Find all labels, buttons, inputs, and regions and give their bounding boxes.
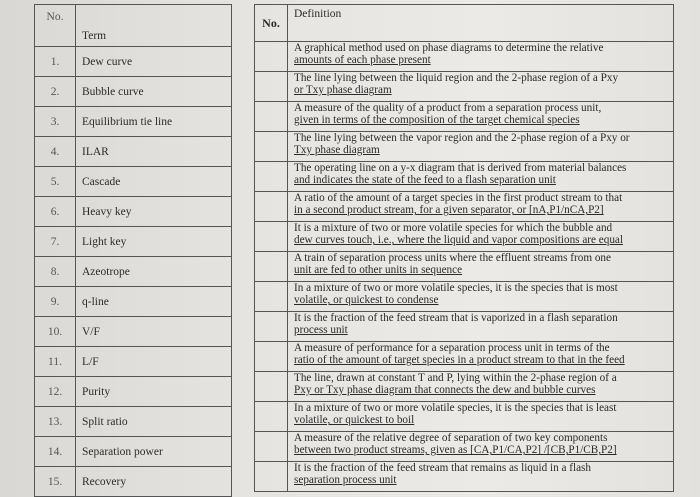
definition-answer-cell[interactable] xyxy=(255,162,288,192)
definitions-header-no: No. xyxy=(255,5,288,42)
definition-line-1: A measure of performance for a separation process unit in terms of the xyxy=(294,342,610,354)
term-number: 8. xyxy=(35,257,76,287)
definition-answer-cell[interactable] xyxy=(255,72,288,102)
definition-row xyxy=(255,342,674,372)
definition-row xyxy=(255,402,674,432)
terms-header-row xyxy=(35,5,232,47)
terms-body xyxy=(35,47,232,497)
definitions-header-definition: Definition xyxy=(288,5,674,42)
term-label: Dew curve xyxy=(76,47,232,77)
definition-line-2: ratio of the amount of target species in a product stream to that in the feed xyxy=(294,354,625,367)
definition-line-2: unit are fed to other units in sequence xyxy=(294,264,463,277)
definition-text xyxy=(288,72,674,102)
definition-text xyxy=(288,162,674,192)
definition-line-1: It is a mixture of two or more volatile species for which the bubble and xyxy=(294,222,613,234)
definition-row xyxy=(255,192,674,222)
definitions-table xyxy=(254,4,674,492)
definition-text xyxy=(288,462,674,492)
term-row xyxy=(35,167,232,197)
term-row xyxy=(35,47,232,77)
term-row xyxy=(35,377,232,407)
definition-row xyxy=(255,372,674,402)
definition-row xyxy=(255,312,674,342)
definition-text xyxy=(288,132,674,162)
definitions-body xyxy=(255,42,674,492)
term-label: V/F xyxy=(76,317,232,347)
definition-text xyxy=(288,42,674,72)
definition-line-2: and indicates the state of the feed to a flash separation unit xyxy=(294,174,556,187)
definition-text xyxy=(288,192,674,222)
definition-text xyxy=(288,432,674,462)
term-number: 15. xyxy=(35,467,76,497)
term-row xyxy=(35,467,232,497)
term-label: Split ratio xyxy=(76,407,232,437)
definition-row xyxy=(255,162,674,192)
definition-answer-cell[interactable] xyxy=(255,222,288,252)
definition-line-1: The line lying between the vapor region and the 2-phase region of a Pxy or xyxy=(294,132,630,144)
definition-answer-cell[interactable] xyxy=(255,312,288,342)
term-number: 11. xyxy=(35,347,76,377)
definition-line-2: Txy phase diagram xyxy=(294,144,380,157)
definition-line-1: A graphical method used on phase diagrams to determine the relative xyxy=(294,42,604,54)
definition-text xyxy=(288,342,674,372)
definition-row xyxy=(255,102,674,132)
term-number: 6. xyxy=(35,197,76,227)
definition-line-1: The line, drawn at constant T and P, lying within the 2-phase region of a xyxy=(294,372,617,384)
definition-line-2: amounts of each phase present xyxy=(294,54,431,67)
term-row xyxy=(35,107,232,137)
term-label: Purity xyxy=(76,377,232,407)
definition-answer-cell[interactable] xyxy=(255,462,288,492)
term-row xyxy=(35,257,232,287)
definition-row xyxy=(255,42,674,72)
term-number: 2. xyxy=(35,77,76,107)
definition-answer-cell[interactable] xyxy=(255,252,288,282)
definition-row xyxy=(255,222,674,252)
definition-row xyxy=(255,72,674,102)
definition-line-1: A measure of the quality of a product from a separation process unit, xyxy=(294,102,602,114)
definition-line-2: or Txy phase diagram xyxy=(294,84,392,97)
definition-text xyxy=(288,282,674,312)
term-number: 10. xyxy=(35,317,76,347)
definition-text xyxy=(288,402,674,432)
definition-line-2: process unit xyxy=(294,324,348,337)
term-label: Heavy key xyxy=(76,197,232,227)
term-row xyxy=(35,407,232,437)
term-label: L/F xyxy=(76,347,232,377)
definition-answer-cell[interactable] xyxy=(255,132,288,162)
definitions-header-row xyxy=(255,5,674,42)
definition-text xyxy=(288,312,674,342)
definition-answer-cell[interactable] xyxy=(255,282,288,312)
term-number: 14. xyxy=(35,437,76,467)
definition-line-2: given in terms of the composition of the target chemical species xyxy=(294,114,580,127)
terms-header-no: No. xyxy=(35,5,76,47)
definition-line-1: A train of separation process units where the effluent streams from one xyxy=(294,252,611,264)
terms-table xyxy=(34,4,232,497)
definition-row xyxy=(255,132,674,162)
term-label: Cascade xyxy=(76,167,232,197)
term-row xyxy=(35,137,232,167)
definition-answer-cell[interactable] xyxy=(255,432,288,462)
definition-text xyxy=(288,372,674,402)
term-label: Equilibrium tie line xyxy=(76,107,232,137)
definition-line-2: dew curves touch, i.e., where the liquid and vapor compositions are equal xyxy=(294,234,623,247)
term-number: 4. xyxy=(35,137,76,167)
term-label: Light key xyxy=(76,227,232,257)
definition-answer-cell[interactable] xyxy=(255,402,288,432)
term-label: Bubble curve xyxy=(76,77,232,107)
definition-line-2: Pxy or Txy phase diagram that connects the dew and bubble curves xyxy=(294,384,596,397)
definition-row xyxy=(255,462,674,492)
definition-line-1: In a mixture of two or more volatile species, it is the species that is most xyxy=(294,282,618,294)
definition-answer-cell[interactable] xyxy=(255,342,288,372)
term-label: Separation power xyxy=(76,437,232,467)
definition-line-1: In a mixture of two or more volatile species, it is the species that is least xyxy=(294,402,617,414)
definition-line-1: It is the fraction of the feed stream that is vaporized in a flash separation xyxy=(294,312,618,324)
term-row xyxy=(35,197,232,227)
definition-text xyxy=(288,252,674,282)
term-row xyxy=(35,437,232,467)
definition-row xyxy=(255,432,674,462)
term-number: 12. xyxy=(35,377,76,407)
definition-line-1: A ratio of the amount of a target species in the first product stream to that xyxy=(294,192,623,204)
definition-line-2: in a second product stream, for a given separator, or [nA,P1/nCA,P2] xyxy=(294,204,604,217)
definition-row xyxy=(255,282,674,312)
term-number: 9. xyxy=(35,287,76,317)
term-row xyxy=(35,77,232,107)
definition-line-2: between two product streams, given as [CA,P1/CA,P2] /[CB,P1/CB,P2] xyxy=(294,444,617,457)
terms-header-term: Term xyxy=(76,5,232,47)
term-label: Azeotrope xyxy=(76,257,232,287)
definition-line-1: The operating line on a y-x diagram that is derived from material balances xyxy=(294,162,627,174)
definition-line-1: A measure of the relative degree of separation of two key components xyxy=(294,432,608,444)
term-number: 5. xyxy=(35,167,76,197)
term-number: 7. xyxy=(35,227,76,257)
definition-answer-cell[interactable] xyxy=(255,192,288,222)
definition-answer-cell[interactable] xyxy=(255,372,288,402)
definition-line-2: separation process unit xyxy=(294,474,397,487)
term-row xyxy=(35,287,232,317)
term-number: 13. xyxy=(35,407,76,437)
term-label: q-line xyxy=(76,287,232,317)
term-number: 3. xyxy=(35,107,76,137)
definition-line-1: It is the fraction of the feed stream that remains as liquid in a flash xyxy=(294,462,591,474)
definition-line-2: volatile, or quickest to condense xyxy=(294,294,439,307)
term-label: Recovery xyxy=(76,467,232,497)
definition-answer-cell[interactable] xyxy=(255,42,288,72)
term-label: ILAR xyxy=(76,137,232,167)
definition-row xyxy=(255,252,674,282)
term-row xyxy=(35,347,232,377)
definition-line-1: The line lying between the liquid region and the 2-phase region of a Pxy xyxy=(294,72,619,84)
definition-text xyxy=(288,222,674,252)
term-number: 1. xyxy=(35,47,76,77)
term-row xyxy=(35,317,232,347)
definition-line-2: volatile, or quickest to boil xyxy=(294,414,415,427)
definition-answer-cell[interactable] xyxy=(255,102,288,132)
term-row xyxy=(35,227,232,257)
definition-text xyxy=(288,102,674,132)
